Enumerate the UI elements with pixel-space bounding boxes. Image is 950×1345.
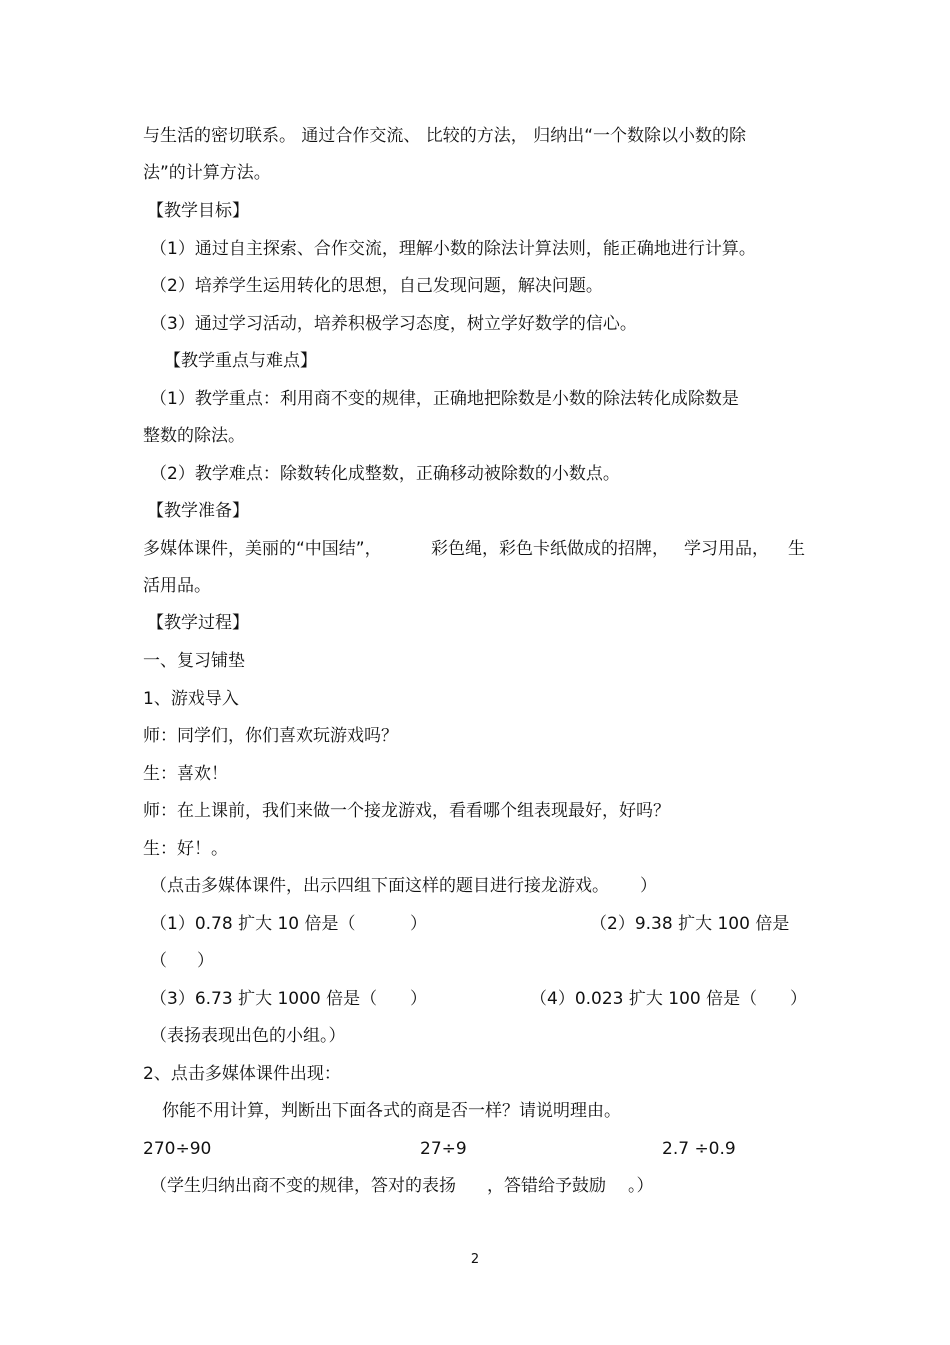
text-line-g1: （1）通过自主探索、合作交流，理解小数的除法计算法则，能正确地进行计算。 — [150, 239, 756, 259]
text-line-d5-1: （点击多媒体课件，出示四组下面这样的题目进行接龙游戏。 — [150, 876, 609, 896]
text-line-d1: 师：同学们，你们喜欢玩游戏吗？ — [143, 726, 398, 746]
text-line-sum-1: （学生归纳出商不变的规律，答对的表扬 — [150, 1176, 456, 1196]
text-line-prep2: 活用品。 — [143, 576, 211, 596]
text-line-g3: （3）通过学习活动，培养积极学习态度，树立学好数学的信心。 — [150, 314, 637, 334]
text-line-q34-2: ） — [410, 989, 427, 1009]
text-line-k1a: （1）教学重点：利用商不变的规律，正确地把除数是小数的除法转化成除数是 — [150, 389, 739, 409]
text-line-s1: 一、复习铺垫 — [143, 651, 245, 671]
text-line-g2: （2）培养学生运用转化的思想，自己发现问题，解决问题。 — [150, 276, 603, 296]
text-line-q34-1: （3）6.73 扩大 1000 倍是（ — [150, 989, 378, 1009]
text-line-sum-2: ，答错给予鼓励 — [487, 1176, 606, 1196]
text-line-k1b: 整数的除法。 — [143, 426, 245, 446]
text-line-ex-3: 2.7 ÷0.9 — [662, 1139, 736, 1159]
text-line-praise: （表扬表现出色的小组。） — [150, 1026, 346, 1046]
text-line-prep1-1: 多媒体课件，美丽的“中国结”， — [143, 539, 382, 559]
text-line-ex-2: 27÷9 — [420, 1139, 467, 1159]
text-line-h-prep: 【教学准备】 — [147, 501, 249, 521]
text-line-q2b-2: ） — [197, 951, 214, 971]
text-line-d5-2: ） — [640, 876, 657, 896]
text-line-ex-1: 270÷90 — [143, 1139, 212, 1159]
text-line-d3: 师：在上课前，我们来做一个接龙游戏，看看哪个组表现最好，好吗？ — [143, 801, 670, 821]
text-line-q2b-1: （ — [150, 951, 167, 971]
text-line-prep1-3: 学习用品， — [684, 539, 769, 559]
text-line-p1l2: 法”的计算方法。 — [143, 163, 271, 183]
text-line-h-key: 【教学重点与难点】 — [164, 351, 317, 371]
text-line-q34-4: ） — [790, 989, 807, 1009]
page-number: 2 — [470, 1252, 480, 1267]
text-line-s1-2: 2、点击多媒体课件出现： — [143, 1064, 341, 1084]
text-line-h-proc: 【教学过程】 — [147, 613, 249, 633]
text-line-ask: 你能不用计算，判断出下面各式的商是否一样？请说明理由。 — [162, 1101, 621, 1121]
text-line-p1l1: 与生活的密切联系。 通过合作交流、 比较的方法， 归纳出“一个数除以小数的除 — [143, 126, 747, 146]
text-line-sum-3: 。） — [628, 1176, 654, 1196]
text-line-s1-1: 1、游戏导入 — [143, 689, 239, 709]
text-line-q34-3: （4）0.023 扩大 100 倍是（ — [530, 989, 758, 1009]
text-line-prep1-2: 彩色绳，彩色卡纸做成的招牌， — [431, 539, 669, 559]
text-line-q12-1: （1）0.78 扩大 10 倍是（ — [150, 914, 356, 934]
text-line-prep1-4: 生 — [788, 539, 805, 559]
text-line-q12-2: ） — [410, 914, 427, 934]
text-line-q12-3: （2）9.38 扩大 100 倍是 — [590, 914, 790, 934]
text-line-d4: 生：好！。 — [143, 839, 228, 859]
text-line-h-goal: 【教学目标】 — [147, 201, 249, 221]
text-line-d2: 生：喜欢！ — [143, 764, 228, 784]
text-line-k2: （2）教学难点：除数转化成整数，正确移动被除数的小数点。 — [150, 464, 620, 484]
